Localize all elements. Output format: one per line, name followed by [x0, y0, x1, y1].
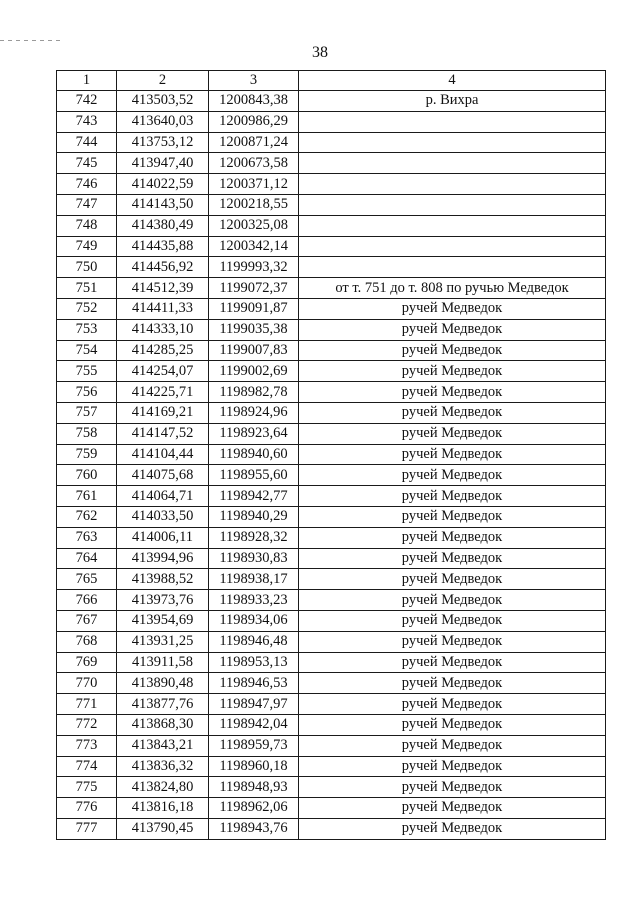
y-coordinate-cell: 1198934,06: [209, 610, 299, 631]
x-coordinate-cell: 413790,45: [117, 818, 209, 839]
y-coordinate-cell: 1198947,97: [209, 694, 299, 715]
table-header: [57, 71, 606, 91]
point-number-cell: 775: [57, 777, 117, 798]
y-coordinate-cell: 1198940,29: [209, 506, 299, 527]
x-coordinate-cell: 414022,59: [117, 174, 209, 195]
point-number-cell: 743: [57, 111, 117, 132]
y-coordinate-cell: 1198962,06: [209, 798, 299, 819]
table-row: [57, 340, 606, 361]
y-coordinate-cell: 1198933,23: [209, 590, 299, 611]
y-coordinate-cell: 1198940,60: [209, 444, 299, 465]
y-coordinate-cell: 1199007,83: [209, 340, 299, 361]
description-cell: [299, 194, 606, 215]
x-coordinate-cell: 413836,32: [117, 756, 209, 777]
y-coordinate-cell: 1199091,87: [209, 298, 299, 319]
x-coordinate-cell: 413640,03: [117, 111, 209, 132]
y-coordinate-cell: 1198924,96: [209, 402, 299, 423]
y-coordinate-cell: 1198953,13: [209, 652, 299, 673]
point-number-cell: 753: [57, 319, 117, 340]
x-coordinate-cell: 413503,52: [117, 91, 209, 112]
table-row: [57, 486, 606, 507]
table-row: [57, 569, 606, 590]
y-coordinate-cell: 1199035,38: [209, 319, 299, 340]
table-row: [57, 673, 606, 694]
y-coordinate-cell: 1199002,69: [209, 361, 299, 382]
table-row: [57, 215, 606, 236]
header-cell-x: 2: [117, 71, 209, 91]
point-number-cell: 752: [57, 298, 117, 319]
description-cell: от т. 751 до т. 808 по ручью Медведок: [299, 278, 606, 299]
x-coordinate-cell: 413988,52: [117, 569, 209, 590]
description-cell: ручей Медведок: [299, 298, 606, 319]
table-row: [57, 527, 606, 548]
description-cell: ручей Медведок: [299, 548, 606, 569]
point-number-cell: 758: [57, 423, 117, 444]
point-number-cell: 744: [57, 132, 117, 153]
point-number-cell: 756: [57, 382, 117, 403]
point-number-cell: 766: [57, 590, 117, 611]
table-row: [57, 777, 606, 798]
point-number-cell: 774: [57, 756, 117, 777]
description-cell: ручей Медведок: [299, 486, 606, 507]
point-number-cell: 745: [57, 153, 117, 174]
table-row: [57, 548, 606, 569]
table-row: [57, 444, 606, 465]
y-coordinate-cell: 1199072,37: [209, 278, 299, 299]
point-number-cell: 760: [57, 465, 117, 486]
y-coordinate-cell: 1200371,12: [209, 174, 299, 195]
table-row: [57, 798, 606, 819]
x-coordinate-cell: 414380,49: [117, 215, 209, 236]
x-coordinate-cell: 413911,58: [117, 652, 209, 673]
x-coordinate-cell: 413931,25: [117, 631, 209, 652]
description-cell: ручей Медведок: [299, 382, 606, 403]
y-coordinate-cell: 1198923,64: [209, 423, 299, 444]
point-number-cell: 771: [57, 694, 117, 715]
x-coordinate-cell: 413753,12: [117, 132, 209, 153]
description-cell: [299, 174, 606, 195]
point-number-cell: 750: [57, 257, 117, 278]
description-cell: ручей Медведок: [299, 798, 606, 819]
description-cell: ручей Медведок: [299, 423, 606, 444]
table-row: [57, 382, 606, 403]
description-cell: ручей Медведок: [299, 673, 606, 694]
x-coordinate-cell: 413994,96: [117, 548, 209, 569]
point-number-cell: 755: [57, 361, 117, 382]
description-cell: ручей Медведок: [299, 465, 606, 486]
point-number-cell: 777: [57, 818, 117, 839]
table-row: [57, 91, 606, 112]
table-row: [57, 194, 606, 215]
table-row: [57, 465, 606, 486]
description-cell: ручей Медведок: [299, 610, 606, 631]
header-cell-point-number: 1: [57, 71, 117, 91]
point-number-cell: 759: [57, 444, 117, 465]
table-row: [57, 694, 606, 715]
y-coordinate-cell: 1200673,58: [209, 153, 299, 174]
table-row: [57, 735, 606, 756]
x-coordinate-cell: 414456,92: [117, 257, 209, 278]
scan-artifact: [0, 40, 60, 41]
x-coordinate-cell: 413877,76: [117, 694, 209, 715]
description-cell: ручей Медведок: [299, 694, 606, 715]
x-coordinate-cell: 414075,68: [117, 465, 209, 486]
x-coordinate-cell: 414411,33: [117, 298, 209, 319]
table-row: [57, 818, 606, 839]
x-coordinate-cell: 414033,50: [117, 506, 209, 527]
y-coordinate-cell: 1200342,14: [209, 236, 299, 257]
description-cell: ручей Медведок: [299, 818, 606, 839]
point-number-cell: 776: [57, 798, 117, 819]
x-coordinate-cell: 413868,30: [117, 714, 209, 735]
description-cell: [299, 236, 606, 257]
point-number-cell: 773: [57, 735, 117, 756]
point-number-cell: 769: [57, 652, 117, 673]
x-coordinate-cell: 414285,25: [117, 340, 209, 361]
x-coordinate-cell: 414225,71: [117, 382, 209, 403]
table-body: [57, 91, 606, 840]
table-row: [57, 298, 606, 319]
point-number-cell: 754: [57, 340, 117, 361]
y-coordinate-cell: 1200843,38: [209, 91, 299, 112]
table-row: [57, 652, 606, 673]
table-row: [57, 631, 606, 652]
point-number-cell: 757: [57, 402, 117, 423]
table-row: [57, 236, 606, 257]
y-coordinate-cell: 1198942,04: [209, 714, 299, 735]
y-coordinate-cell: 1198946,53: [209, 673, 299, 694]
y-coordinate-cell: 1200986,29: [209, 111, 299, 132]
description-cell: ручей Медведок: [299, 527, 606, 548]
description-cell: ручей Медведок: [299, 714, 606, 735]
description-cell: [299, 257, 606, 278]
y-coordinate-cell: 1198930,83: [209, 548, 299, 569]
table-row: [57, 506, 606, 527]
y-coordinate-cell: 1198928,32: [209, 527, 299, 548]
description-cell: ручей Медведок: [299, 756, 606, 777]
table-row: [57, 278, 606, 299]
y-coordinate-cell: 1198960,18: [209, 756, 299, 777]
y-coordinate-cell: 1200218,55: [209, 194, 299, 215]
x-coordinate-cell: 413890,48: [117, 673, 209, 694]
x-coordinate-cell: 414143,50: [117, 194, 209, 215]
description-cell: ручей Медведок: [299, 402, 606, 423]
x-coordinate-cell: 413816,18: [117, 798, 209, 819]
x-coordinate-cell: 413843,21: [117, 735, 209, 756]
y-coordinate-cell: 1198946,48: [209, 631, 299, 652]
page-number: 38: [312, 44, 328, 61]
header-cell-y: 3: [209, 71, 299, 91]
header-row: [57, 71, 606, 91]
table-row: [57, 111, 606, 132]
description-cell: ручей Медведок: [299, 590, 606, 611]
x-coordinate-cell: 414169,21: [117, 402, 209, 423]
x-coordinate-cell: 414064,71: [117, 486, 209, 507]
table-row: [57, 319, 606, 340]
table-row: [57, 361, 606, 382]
description-cell: [299, 132, 606, 153]
y-coordinate-cell: 1198959,73: [209, 735, 299, 756]
y-coordinate-cell: 1199993,32: [209, 257, 299, 278]
y-coordinate-cell: 1198955,60: [209, 465, 299, 486]
description-cell: ручей Медведок: [299, 631, 606, 652]
table-row: [57, 153, 606, 174]
description-cell: ручей Медведок: [299, 735, 606, 756]
x-coordinate-cell: 413954,69: [117, 610, 209, 631]
point-number-cell: 751: [57, 278, 117, 299]
description-cell: [299, 215, 606, 236]
point-number-cell: 765: [57, 569, 117, 590]
x-coordinate-cell: 414512,39: [117, 278, 209, 299]
table-row: [57, 257, 606, 278]
point-number-cell: 746: [57, 174, 117, 195]
description-cell: ручей Медведок: [299, 652, 606, 673]
x-coordinate-cell: 414333,10: [117, 319, 209, 340]
y-coordinate-cell: 1200325,08: [209, 215, 299, 236]
x-coordinate-cell: 414006,11: [117, 527, 209, 548]
y-coordinate-cell: 1198943,76: [209, 818, 299, 839]
x-coordinate-cell: 413973,76: [117, 590, 209, 611]
table-row: [57, 756, 606, 777]
description-cell: р. Вихра: [299, 91, 606, 112]
point-number-cell: 762: [57, 506, 117, 527]
x-coordinate-cell: 414147,52: [117, 423, 209, 444]
y-coordinate-cell: 1198948,93: [209, 777, 299, 798]
header-cell-description: 4: [299, 71, 606, 91]
description-cell: [299, 111, 606, 132]
x-coordinate-cell: 414435,88: [117, 236, 209, 257]
x-coordinate-cell: 413824,80: [117, 777, 209, 798]
table-row: [57, 423, 606, 444]
y-coordinate-cell: 1198982,78: [209, 382, 299, 403]
point-number-cell: 742: [57, 91, 117, 112]
point-number-cell: 764: [57, 548, 117, 569]
point-number-cell: 770: [57, 673, 117, 694]
point-number-cell: 772: [57, 714, 117, 735]
point-number-cell: 768: [57, 631, 117, 652]
y-coordinate-cell: 1198938,17: [209, 569, 299, 590]
y-coordinate-cell: 1200871,24: [209, 132, 299, 153]
description-cell: ручей Медведок: [299, 361, 606, 382]
point-number-cell: 748: [57, 215, 117, 236]
description-cell: ручей Медведок: [299, 340, 606, 361]
point-number-cell: 763: [57, 527, 117, 548]
table-row: [57, 402, 606, 423]
x-coordinate-cell: 414254,07: [117, 361, 209, 382]
table-row: [57, 590, 606, 611]
description-cell: ручей Медведок: [299, 569, 606, 590]
table-row: [57, 714, 606, 735]
description-cell: [299, 153, 606, 174]
description-cell: ручей Медведок: [299, 319, 606, 340]
description-cell: ручей Медведок: [299, 506, 606, 527]
point-number-cell: 767: [57, 610, 117, 631]
coordinates-table: [56, 70, 606, 840]
table-row: [57, 132, 606, 153]
description-cell: ручей Медведок: [299, 777, 606, 798]
table-row: [57, 174, 606, 195]
x-coordinate-cell: 414104,44: [117, 444, 209, 465]
point-number-cell: 747: [57, 194, 117, 215]
y-coordinate-cell: 1198942,77: [209, 486, 299, 507]
table-row: [57, 610, 606, 631]
point-number-cell: 761: [57, 486, 117, 507]
x-coordinate-cell: 413947,40: [117, 153, 209, 174]
description-cell: ручей Медведок: [299, 444, 606, 465]
point-number-cell: 749: [57, 236, 117, 257]
